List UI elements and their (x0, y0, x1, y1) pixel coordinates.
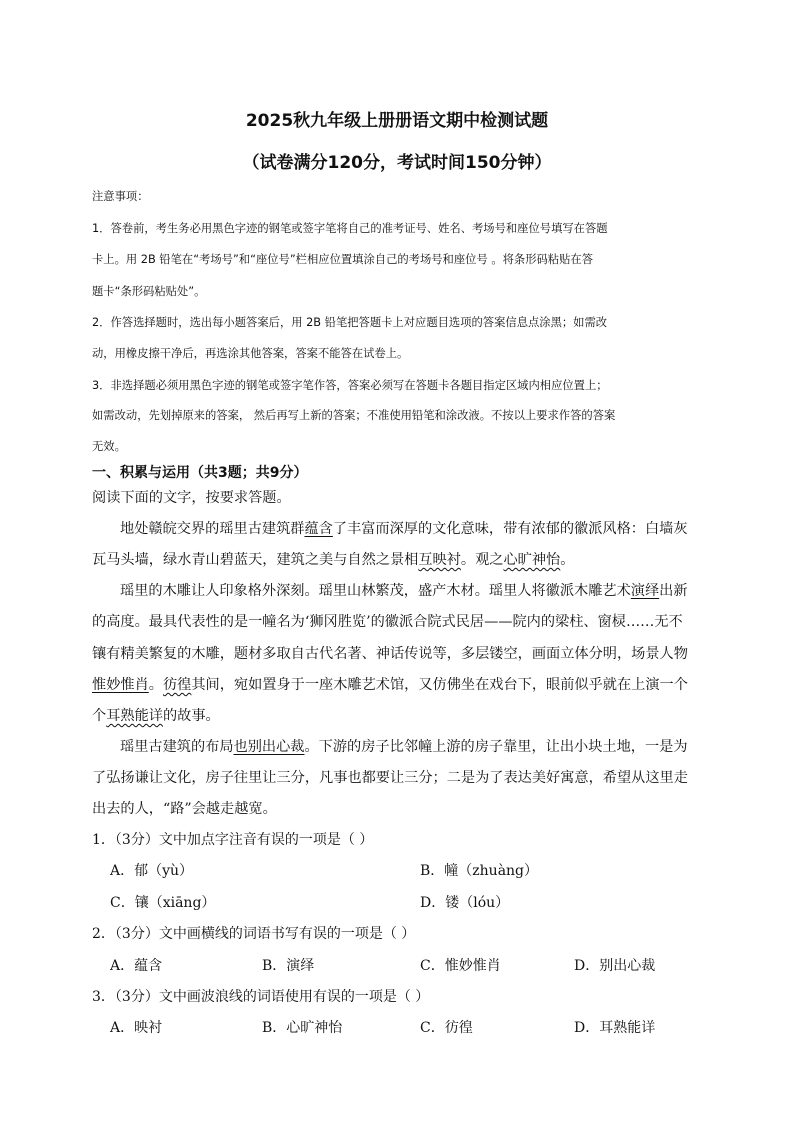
notes-line: 卡上。用 2B 铅笔在“考场号”和“座位号”栏相应位置填涂自己的考场号和座位号 。将条形码粘贴在答 (92, 253, 593, 266)
option-c: C．惟妙惟肖 (420, 958, 501, 974)
passage-line: 瑶里古建筑的布局也别出心裁。下游的房子比邻幢上游的房子靠里，让出小块土地，一是为 (120, 739, 688, 755)
passage-line: 个耳熟能详的故事。 (92, 708, 220, 724)
notes-line: 2．作答选择题时，选出每小题答案后，用 2B 铅笔把答题卡上对应题目选项的答案信息点涂黑；如需改 (92, 316, 608, 329)
section-heading: 一、积累与运用（共3题；共9分） (92, 465, 308, 481)
option-a: A．映衬 (110, 1020, 163, 1036)
option-c: C．镶（xiāng） (110, 895, 216, 911)
passage-line: 出去的人，“路”会越走越宽。 (92, 801, 277, 817)
passage-line: 镶有精美繁复的木雕，题材多取自古代名著、神话传说等，多层镂空，画面立体分明，场景人物 (92, 646, 688, 662)
wavy-word: 互映衬 (418, 552, 461, 568)
notes-line: 1．答卷前，考生务必用黑色字迹的钢笔或签字笔将自己的准考证号、姓名、考场号和座位号填写在答题 (92, 222, 608, 235)
notes-heading: 注意事项： (92, 190, 149, 203)
passage-line: 的高度。最具代表性的是一幢名为‘狮冈胜览’的徽派合院式民居——院内的梁柱、窗棂……无不 (92, 614, 683, 630)
passage-line: 了弘扬谦让文化，房子往里让三分，凡事也都要让三分；二是为了表达美好寓意，希望从这里走 (92, 770, 688, 786)
notes-line: 3．非选择题必须用黑色字迹的钢笔或签字笔作答，答案必须写在答题卡各题目指定区域内相应位置上； (92, 379, 608, 392)
wavy-word: 心旷神怡 (503, 552, 561, 568)
underlined-word: 蕴含 (304, 521, 333, 537)
notes-line: 无效。 (92, 440, 126, 453)
option-a: A．郁（yù） (110, 863, 194, 879)
exam-title: 2025秋九年级上册册语文期中检测试题 (245, 111, 549, 131)
option-d: D．别出心裁 (574, 958, 656, 974)
passage-line: 瓦马头墙，绿水青山碧蓝天，建筑之美与自然之景相互映衬。观之心旷神怡。 (92, 552, 575, 568)
option-c: C．彷徨 (420, 1020, 473, 1036)
passage-line: 瑶里的木雕让人印象格外深刻。瑶里山林繁茂，盛产木材。瑶里人将徽派木雕艺术演绎出新 (120, 583, 688, 599)
notes-line: 如需改动，先划掉原来的答案， 然后再写上新的答案；不准使用铅笔和涂改液。不按以上要求作答的答案 (92, 409, 616, 422)
section-instruction: 阅读下面的文字，按要求答题。 (92, 490, 291, 506)
wavy-word: 耳熟能详 (106, 708, 163, 724)
option-b: B．幢（zhuàng） (420, 863, 539, 879)
passage-line: 惟妙惟肖。彷徨其间，宛如置身于一座木雕艺术馆，又仿佛坐在戏台下，眼前似乎就在上演一个 (92, 677, 688, 693)
wavy-word: 彷徨 (162, 677, 192, 693)
option-d: D．镂（lóu） (420, 895, 510, 911)
option-b: B．心旷神怡 (262, 1020, 343, 1036)
option-d: D．耳熟能详 (574, 1020, 656, 1036)
notes-line: 动，用橡皮擦干净后，再选涂其他答案，答案不能答在试卷上。 (92, 347, 409, 360)
passage-line: 地处赣皖交界的瑶里古建筑群蕴含了丰富而深厚的文化意味，带有浓郁的徽派风格：白墙灰 (120, 521, 688, 537)
question-stem: 3．（3分）文中画波浪线的词语使用有误的一项是（ ） (92, 989, 430, 1005)
option-a: A．蕴含 (110, 958, 163, 974)
question-stem: 2．（3分）文中画横线的词语书写有误的一项是（ ） (92, 926, 416, 942)
notes-line: 题卡“条形码粘贴处”。 (92, 285, 206, 298)
question-stem: 1．（3分）文中加点字注音有误的一项是（ ） (92, 832, 374, 848)
underlined-word: 演绎 (630, 583, 660, 599)
underlined-word: 惟妙惟肖 (92, 677, 149, 693)
option-b: B．演绎 (262, 958, 315, 974)
exam-subtitle: （试卷满分120分，考试时间150分钟） (242, 153, 552, 173)
underlined-word: 也别出心裁 (233, 739, 305, 755)
